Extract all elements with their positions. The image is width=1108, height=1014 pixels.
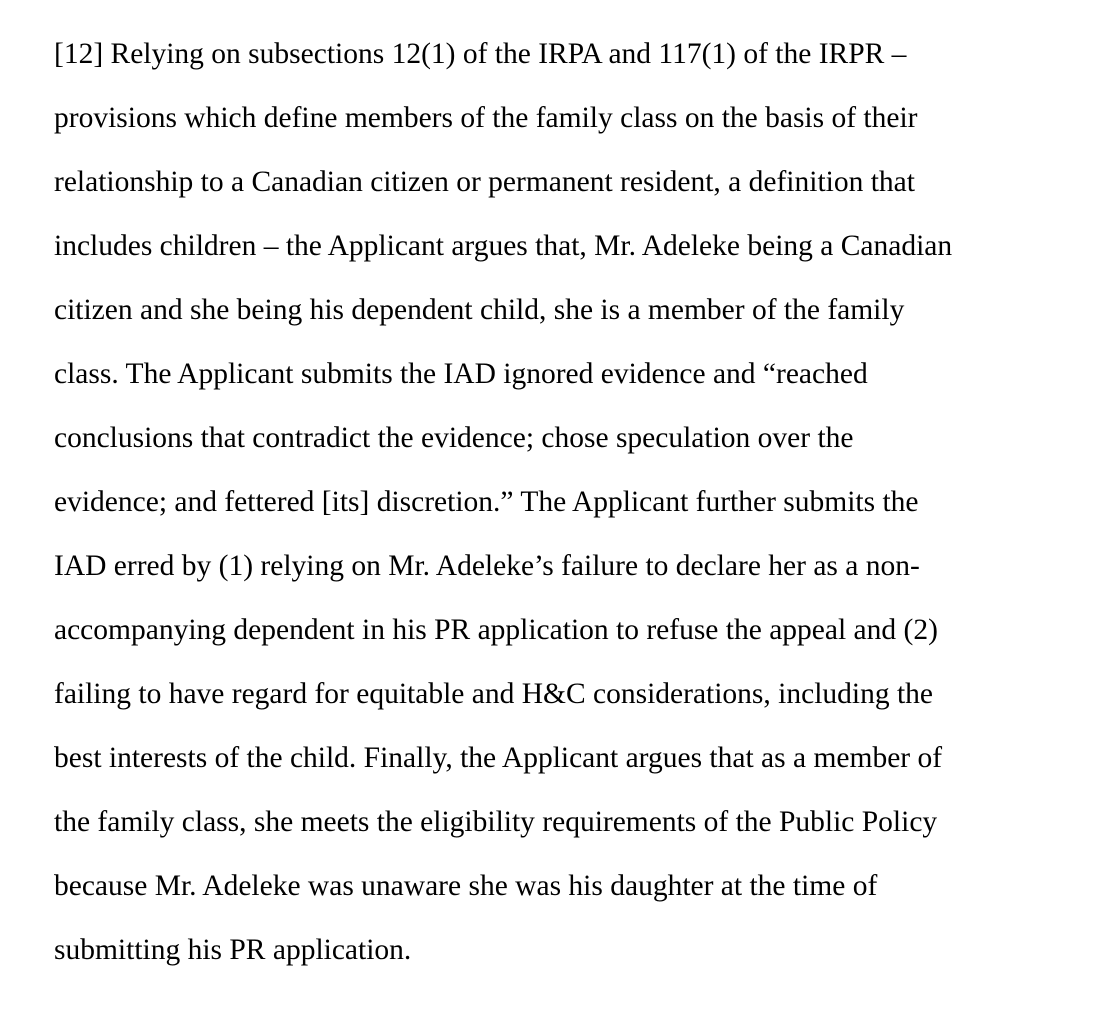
paragraph-line: citizen and she being his dependent child, she is a member of the family (54, 294, 905, 326)
paragraph-line: accompanying dependent in his PR application to refuse the appeal and (2) (54, 614, 938, 646)
paragraph-line: because Mr. Adeleke was unaware she was his daughter at the time of (54, 870, 878, 902)
paragraph-line: best interests of the child. Finally, the Applicant argues that as a member of (54, 742, 943, 774)
paragraph-line: relationship to a Canadian citizen or permanent resident, a definition that (54, 166, 915, 198)
paragraph-line: IAD erred by (1) relying on Mr. Adeleke’s failure to declare her as a non- (54, 550, 920, 582)
document-page (54, 22, 1094, 982)
paragraph-line: failing to have regard for equitable and H&C considerations, including the (54, 678, 934, 710)
paragraph-line: conclusions that contradict the evidence; chose speculation over the (54, 422, 854, 454)
paragraph-line: class. The Applicant submits the IAD ignored evidence and “reached (54, 358, 868, 390)
paragraph-line: [12] Relying on subsections 12(1) of the IRPA and 117(1) of the IRPR – (54, 38, 907, 70)
paragraph-line: the family class, she meets the eligibility requirements of the Public Policy (54, 806, 938, 838)
paragraph-line: submitting his PR application. (54, 934, 412, 966)
paragraph-line: provisions which define members of the family class on the basis of their (54, 102, 918, 134)
paragraph-line: includes children – the Applicant argues that, Mr. Adeleke being a Canadian (54, 230, 953, 262)
paragraph-line: evidence; and fettered [its] discretion.” The Applicant further submits the (54, 486, 919, 518)
paragraph-12 (54, 22, 1094, 982)
